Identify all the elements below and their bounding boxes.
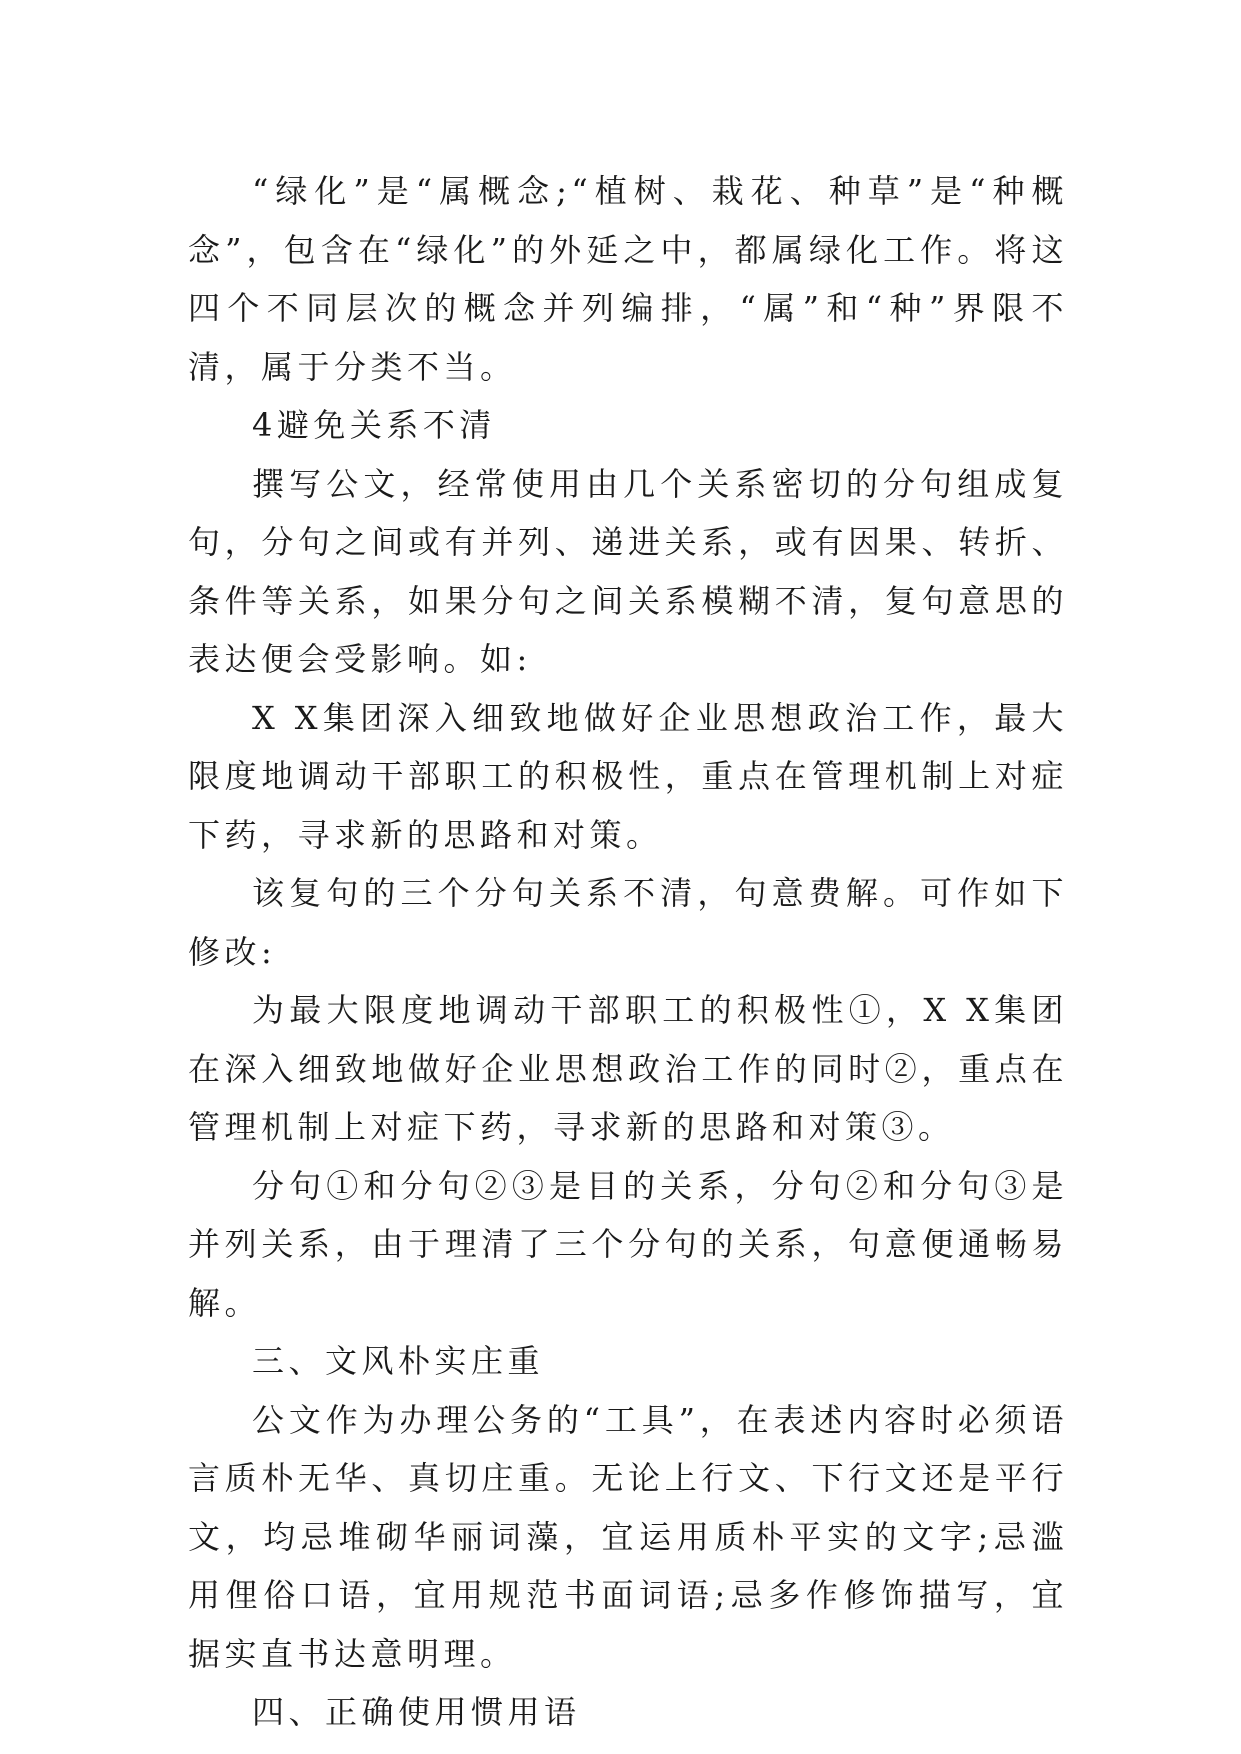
- paragraph-classification-error: “绿化”是“属概念;“植树、栽花、种草”是“种概念”，包含在“绿化”的外延之中，都属绿化工作。将这四个不同层次的概念并列编排，“属”和“种”界限不清，属于分类不当。: [188, 172, 1068, 386]
- section-heading-avoid-unclear-relations: 4避免关系不清: [252, 406, 496, 444]
- paragraph-plain-style: 公文作为办理公务的“工具”，在表述内容时必须语言质朴无华、真切庄重。无论上行文、下行文还是平行文，均忌堆砌华丽词藻，宜运用质朴平实的文字;忌滥用俚俗口语，宜用规范书面词语;忌多作修饰描写，宜据实直书达意明理。: [188, 1400, 1068, 1673]
- paragraph-example-explanation: 分句①和分句②③是目的关系，分句②和分句③是并列关系，由于理清了三个分句的关系，句意便通畅易解。: [188, 1166, 1068, 1322]
- section-heading-plain-style: 三、文风朴实庄重: [252, 1342, 545, 1380]
- document-page: [188, 162, 1068, 1742]
- paragraph-example-comment: 该复句的三个分句关系不清，句意费解。可作如下修改:: [188, 874, 1068, 971]
- paragraph-compound-sentences: 撰写公文，经常使用由几个关系密切的分句组成复句，分句之间或有并列、递进关系，或有因果、转折、条件等关系，如果分句之间关系模糊不清，复句意思的表达便会受影响。如:: [188, 464, 1068, 678]
- paragraph-example-original: X X集团深入细致地做好企业思想政治工作，最大限度地调动干部职工的积极性，重点在管理机制上对症下药，寻求新的思路和对策。: [188, 698, 1068, 854]
- paragraph-example-revised: 为最大限度地调动干部职工的积极性①，X X集团在深入细致地做好企业思想政治工作的同时②，重点在管理机制上对症下药，寻求新的思路和对策③。: [188, 991, 1068, 1146]
- section-heading-idioms: 四、正确使用惯用语: [252, 1693, 581, 1731]
